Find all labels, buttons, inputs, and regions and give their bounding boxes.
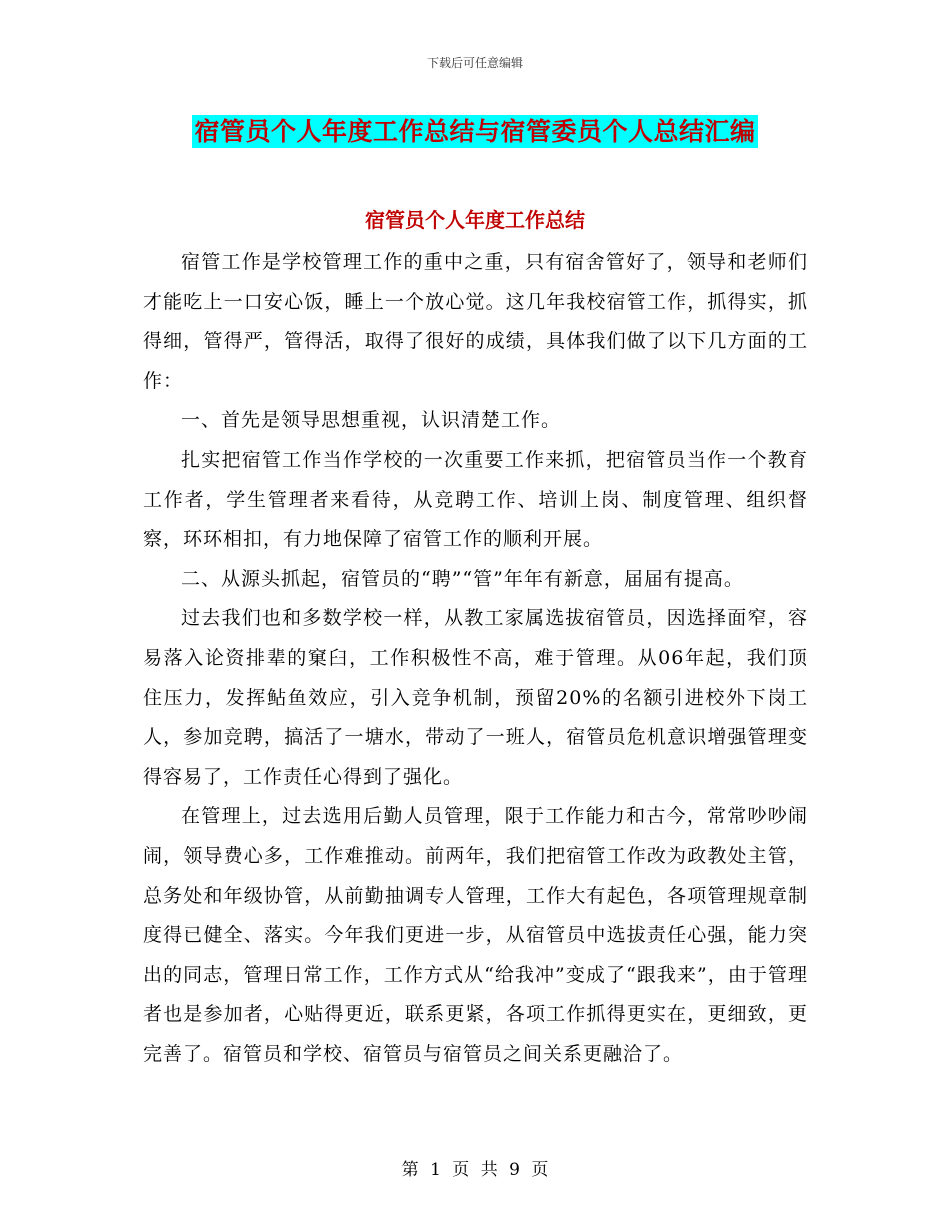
paragraph: 二、从源头抓起，宿管员的“聘”“管”年年有新意，届届有提高。 bbox=[181, 567, 744, 590]
document-title-text: 宿管员个人年度工作总结与宿管委员个人总结汇编 bbox=[194, 117, 756, 146]
paragraph: 过去我们也和多数学校一样，从教工家属选拔宿管员，因选择面窄，容易落入论资排辈的窠臼，工作积极性不高，难于管理。从06年起，我们顶住压力，发挥鲇鱼效应，引入竞争机制，预留20%的名额引进校外下岗工人，参加竞聘，搞活了一塘水，带动了一班人，宿管员危机意识增强管理变得容易了，工作责任心得到了强化。 bbox=[143, 607, 808, 788]
header-note: 下载后可任意编辑 bbox=[426, 56, 523, 70]
paragraph: 一、首先是领导思想重视，认识清楚工作。 bbox=[181, 409, 562, 432]
document-title bbox=[0, 112, 950, 148]
paragraph: 扎实把宿管工作当作学校的一次重要工作来抓，把宿管员当作一个教育工作者，学生管理者来看待，从竞聘工作、培训上岗、制度管理、组织督察，环环相扣，有力地保障了宿管工作的顺利开展。 bbox=[143, 448, 808, 551]
section-title: 宿管员个人年度工作总结 bbox=[365, 208, 585, 232]
body-text bbox=[143, 243, 808, 1074]
paragraph: 宿管工作是学校管理工作的重中之重，只有宿舍管好了，领导和老师们才能吃上一口安心饭，睡上一个放心觉。这几年我校宿管工作，抓得实，抓得细，管得严，管得活，取得了很好的成绩，具体我们做了以下几方面的工作： bbox=[143, 251, 808, 392]
page-footer: 第 1 页 共 9 页 bbox=[401, 1160, 549, 1180]
paragraph: 在管理上，过去选用后勤人员管理，限于工作能力和古今，常常吵吵闹闹，领导费心多，工作难推动。前两年，我们把宿管工作改为政教处主管，总务处和年级协管，从前勤抽调专人管理，工作大有起色，各项管理规章制度得已健全、落实。今年我们更进一步，从宿管员中选拔责任心强，能力突出的同志，管理日常工作，工作方式从“给我冲”变成了“跟我来”，由于管理者也是参加者，心贴得更近，联系更紧，各项工作抓得更实在，更细致，更完善了。宿管员和学校、宿管员与宿管员之间关系更融洽了。 bbox=[143, 805, 808, 1065]
